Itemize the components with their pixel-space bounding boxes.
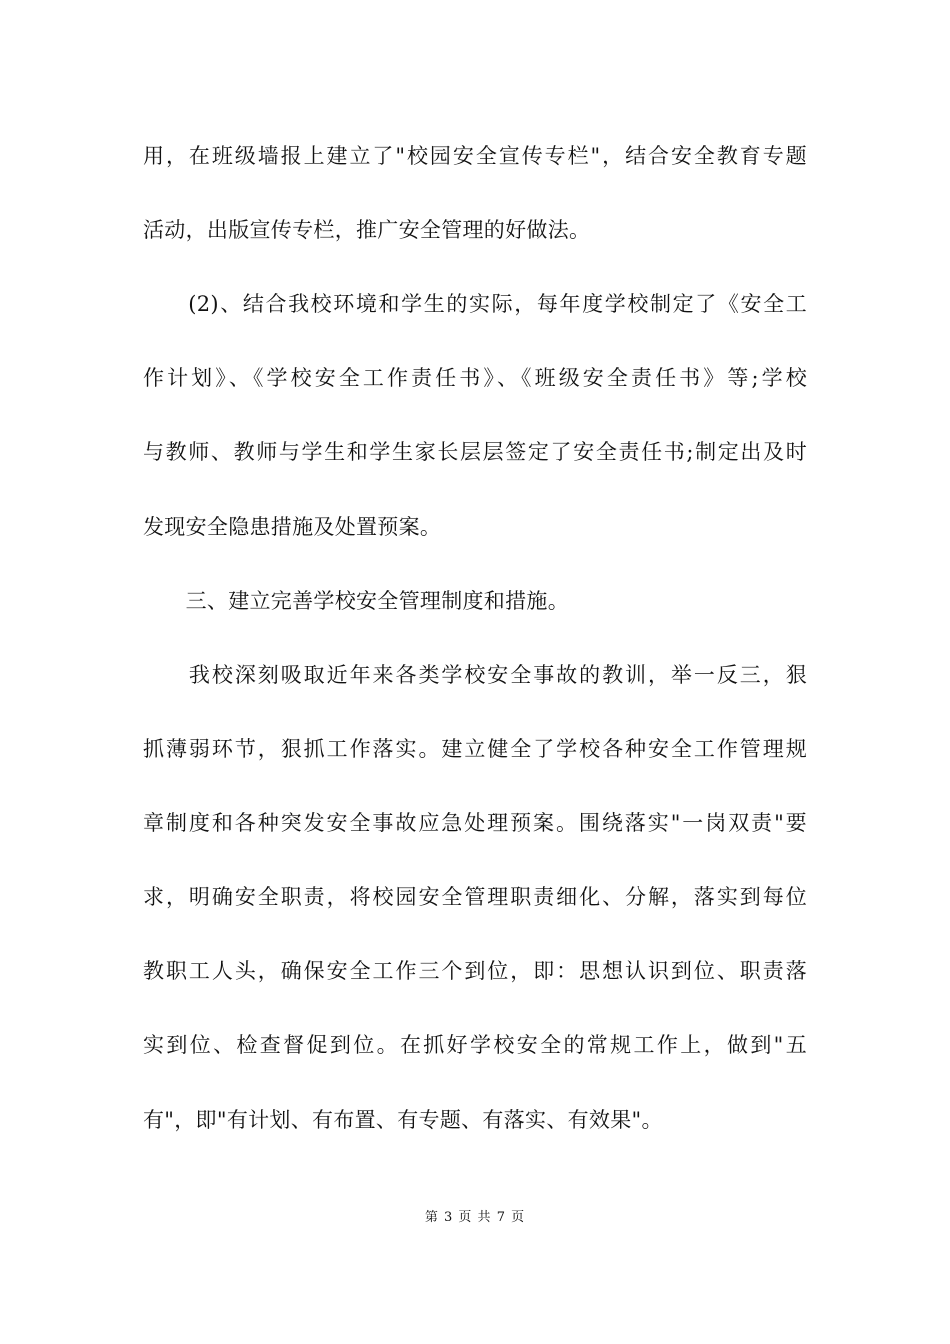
text-line: 抓薄弱环节，狠抓工作落实。建立健全了学校各种安全工作管理规 [143,737,807,761]
text-line: 有"，即"有计划、有布置、有专题、有落实、有效果"。 [143,1108,663,1132]
text-line: 作计划》、《学校安全工作责任书》、《班级安全责任书》等;学校 [143,366,807,390]
text-line: (2)、结合我校环境和学生的实际，每年度学校制定了《安全工 [143,292,807,316]
text-line: 我校深刻吸取近年来各类学校安全事故的教训，举一反三，狠 [143,663,807,687]
section-heading: 三、建立完善学校安全管理制度和措施。 [143,589,569,613]
text-line: 与教师、教师与学生和学生家长层层签定了安全责任书;制定出及时 [143,440,807,464]
text-line: 教职工人头，确保安全工作三个到位，即：思想认识到位、职责落 [143,959,807,983]
text-line: 活动，出版宣传专栏，推广安全管理的好做法。 [143,218,591,242]
text-line: 发现安全隐患措施及处置预案。 [143,515,442,539]
text-line: 章制度和各种突发安全事故应急处理预案。围绕落实"一岗双责"要 [143,811,807,835]
text-line: 用，在班级墙报上建立了"校园安全宣传专栏"，结合安全教育专题 [143,144,807,168]
text-line: 实到位、检查督促到位。在抓好学校安全的常规工作上，做到"五 [143,1033,807,1057]
page-number: 第 3 页 共 7 页 [424,1210,526,1225]
text-line: 求，明确安全职责，将校园安全管理职责细化、分解，落实到每位 [143,885,807,909]
